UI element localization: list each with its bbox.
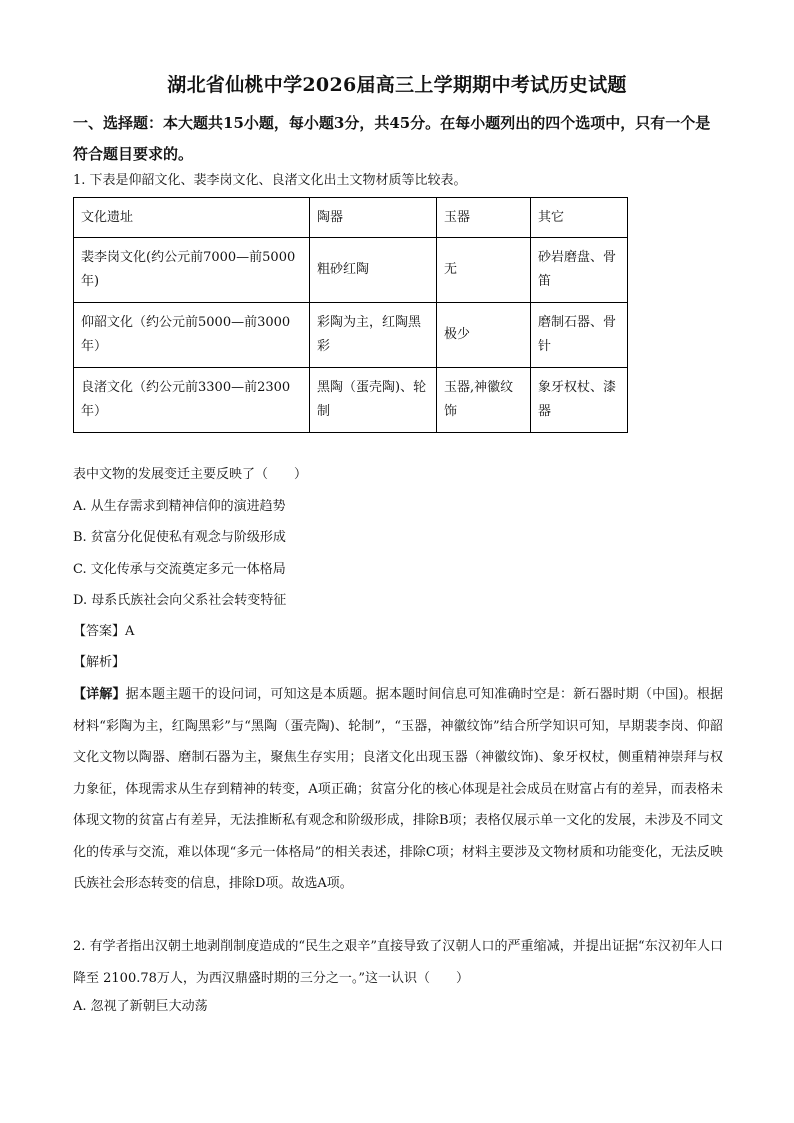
question-1-prompt: 表中文物的发展变迁主要反映了（ ） bbox=[73, 467, 308, 482]
detail-label: 【详解】 bbox=[73, 687, 126, 702]
table-row bbox=[74, 238, 628, 303]
section-heading: 一、选择题：本大题共15小题，每小题3分，共45分。在每小题列出的四个选项中，只有一个是符合题目要求的。 bbox=[73, 114, 711, 163]
table-cell: 黑陶（蛋壳陶)、轮制 bbox=[310, 368, 437, 433]
table-cell: 彩陶为主，红陶黑彩 bbox=[310, 303, 437, 368]
table-header-cell: 文化遗址 bbox=[74, 198, 310, 238]
page-title: 湖北省仙桃中学2026届高三上学期期中考试历史试题 bbox=[167, 74, 627, 96]
table-header-cell: 玉器 bbox=[437, 198, 531, 238]
table-cell: 无 bbox=[437, 238, 531, 303]
table-cell: 玉器,神徽纹饰 bbox=[437, 368, 531, 433]
table-cell: 磨制石器、骨针 bbox=[531, 303, 628, 368]
option-a: A. 从生存需求到精神信仰的演进趋势 bbox=[73, 499, 286, 514]
table-row bbox=[74, 303, 628, 368]
comparison-table bbox=[73, 197, 628, 433]
table-header-row bbox=[74, 198, 628, 238]
detail-text: 据本题主题干的设问词，可知这是本质题。据本题时间信息可知准确时空是：新石器时期（中国)。根据材料“彩陶为主，红陶黑彩”与“黑陶（蛋壳陶)、轮制”，“玉器，神徽纹饰”结合所学知识可知，早期裴李岗、仰韶文化文物以陶器、磨制石器为主，聚焦生存实用；良渚文化出现玉器（神徽纹饰)、象牙权杖，侧重精神崇拜与权力象征，体现需求从生存到精神的转变，A项正确；贫富分化的核心体现是社会成员在财富占有的差异，而表格未体现文物的贫富占有差异，无法推断私有观念和阶级形成，排除B项；表格仅展示单一文化的发展，未涉及不同文化的传承与交流，难以体现“多元一体格局”的相关表述，排除C项；材料主要涉及文物材质和功能变化，无法反映氏族社会形态转变的信息，排除D项。故选A项。 bbox=[73, 687, 723, 891]
answer-label: 【答案】A bbox=[73, 624, 135, 639]
table-cell: 粗砂红陶 bbox=[310, 238, 437, 303]
table-row bbox=[74, 368, 628, 433]
question-1-stem: 1. 下表是仰韶文化、裴李岗文化、良渚文化出土文物材质等比较表。 bbox=[73, 173, 467, 188]
detail-paragraph bbox=[73, 679, 723, 900]
table-header-cell: 其它 bbox=[531, 198, 628, 238]
q2-option-a: A. 忽视了新朝巨大动荡 bbox=[73, 999, 208, 1014]
table-cell: 砂岩磨盘、骨笛 bbox=[531, 238, 628, 303]
option-c: C. 文化传承与交流奠定多元一体格局 bbox=[73, 562, 286, 577]
table-cell: 象牙权杖、漆器 bbox=[531, 368, 628, 433]
table-cell: 仰韶文化（约公元前5000—前3000年） bbox=[74, 303, 310, 368]
table-cell: 极少 bbox=[437, 303, 531, 368]
question-2-stem: 2. 有学者指出汉朝土地剥削制度造成的“民生之艰辛”直接导致了汉朝人口的严重缩减，并提出证据“东汉初年人口降至 2100.78万人，为西汉鼎盛时期的三分之一。”这一认识（ ） bbox=[73, 939, 723, 986]
analysis-label: 【解析】 bbox=[73, 655, 126, 670]
option-d: D. 母系氏族社会向父系社会转变特征 bbox=[73, 593, 287, 608]
option-b: B. 贫富分化促使私有观念与阶级形成 bbox=[73, 530, 286, 545]
table-header-cell: 陶器 bbox=[310, 198, 437, 238]
table-cell: 良渚文化（约公元前3300—前2300年） bbox=[74, 368, 310, 433]
table-cell: 裴李岗文化(约公元前7000—前5000年) bbox=[74, 238, 310, 303]
